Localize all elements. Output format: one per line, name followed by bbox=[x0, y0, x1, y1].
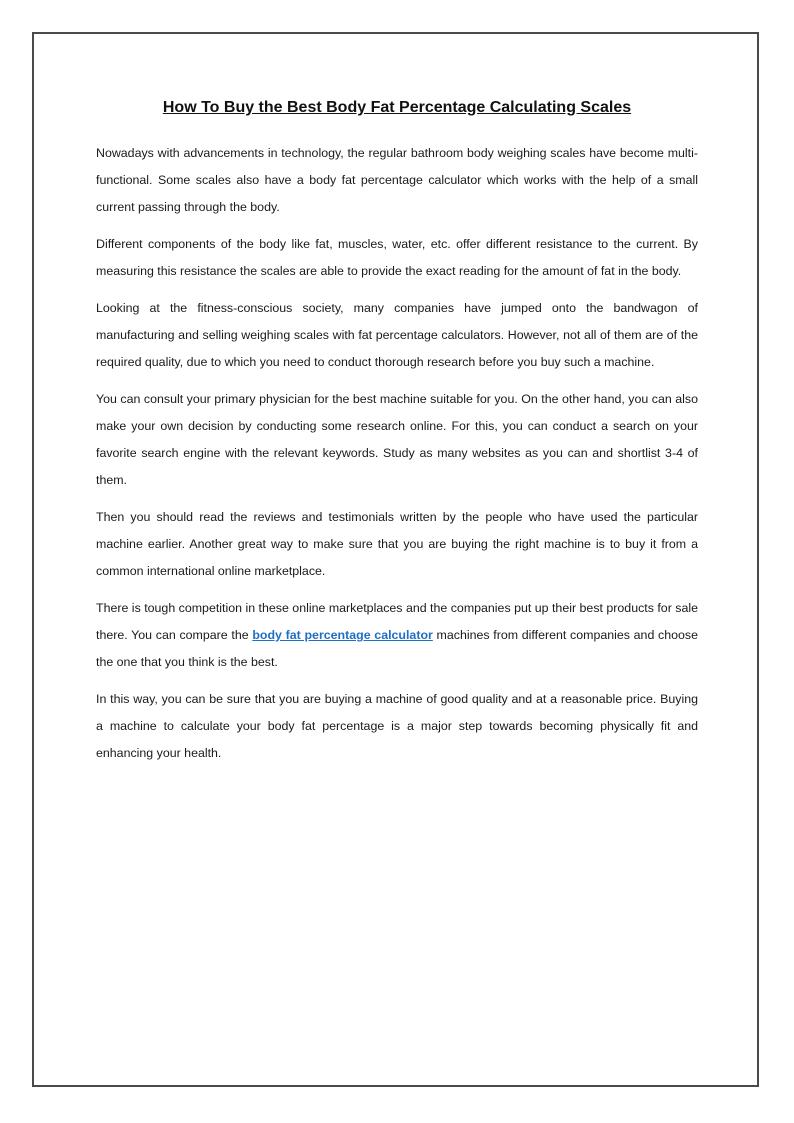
body-fat-calculator-link[interactable]: body fat percentage calculator bbox=[252, 628, 433, 642]
document-title: How To Buy the Best Body Fat Percentage Calculating Scales bbox=[162, 99, 632, 116]
paragraph-research: You can consult your primary physician for the best machine suitable for you. On the other hand, you can also make your own decision by conducting some research online. For this, you can conduct a search on your favorite search engine with the relevant keywords. Study as many websites as you can and shortlist 3-4 of them. bbox=[96, 392, 698, 487]
paragraph-closing: In this way, you can be sure that you are buying a machine of good quality and at a reasonable price. Buying a machine to calculate your body fat percentage is a major step towards becoming physically fit and enhancing your health. bbox=[96, 692, 698, 760]
paragraph-resistance: Different components of the body like fat, muscles, water, etc. offer different resistance to the current. By measuring this resistance the scales are able to provide the exact reading for the amount of fat in the body. bbox=[96, 237, 698, 278]
paragraph-intro: Nowadays with advancements in technology, the regular bathroom body weighing scales have become multi-functional. Some scales also have a body fat percentage calculator which works with the help of a small current passing through the body. bbox=[96, 146, 698, 214]
paragraph-compare bbox=[96, 595, 698, 676]
paragraph-compare-after: machines from different companies and choose the one that you think is the best. bbox=[96, 628, 698, 669]
document-body bbox=[96, 96, 698, 777]
paragraph-reviews: Then you should read the reviews and testimonials written by the people who have used the particular machine earlier. Another great way to make sure that you are buying the right machine is to buy it from a common international online marketplace. bbox=[96, 510, 698, 578]
paragraph-market: Looking at the fitness-conscious society, many companies have jumped onto the bandwagon of manufacturing and selling weighing scales with fat percentage calculators. However, not all of them are of the required quality, due to which you need to conduct thorough research before you buy such a machine. bbox=[96, 301, 698, 369]
paragraph-compare-before: There is tough competition in these online marketplaces and the companies put up their best products for sale there. You can compare the bbox=[96, 601, 698, 642]
